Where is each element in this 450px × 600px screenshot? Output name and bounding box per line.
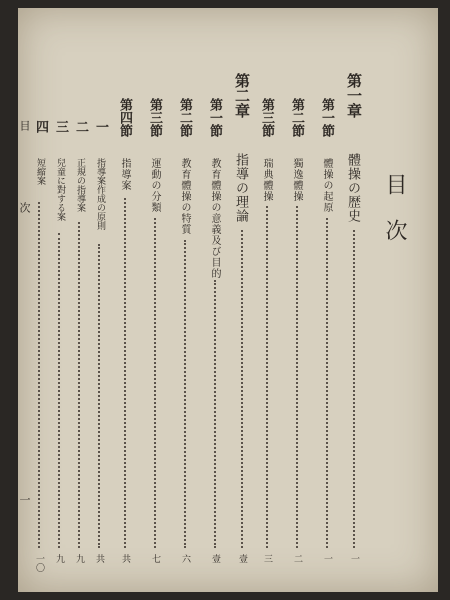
page-number: 一〇 — [34, 554, 44, 572]
leader-dots — [296, 206, 298, 548]
leader-dots — [353, 230, 355, 548]
section-title: 教育體操の特質 — [179, 158, 190, 235]
subsection-title: 兒童に對する案 — [55, 158, 65, 221]
section-title: 瑞典體操 — [261, 158, 272, 202]
subsection-label: 三 — [53, 120, 68, 133]
leader-dots — [326, 218, 328, 548]
page-number: 壹 — [210, 554, 220, 563]
page-number: 七 — [150, 554, 160, 563]
section-label: 第三節 — [259, 98, 274, 137]
page-number: 一 — [322, 554, 332, 563]
page-number: 二 — [292, 554, 302, 563]
section-label: 第二節 — [177, 98, 192, 137]
leader-dots — [98, 244, 100, 548]
subsection-title: 指導案作成の原則 — [95, 158, 105, 230]
page-number: 共 — [120, 554, 130, 563]
folio: 一 — [18, 494, 31, 505]
page-number: 六 — [180, 554, 190, 563]
chapter-label: 第一章 — [345, 73, 363, 118]
section-title: 獨逸體操 — [291, 158, 302, 202]
leader-dots — [124, 198, 126, 548]
leader-dots — [58, 233, 60, 548]
book-page — [18, 8, 438, 592]
page-number: 一 — [349, 554, 359, 563]
section-title: 指導案 — [119, 158, 130, 191]
leader-dots — [184, 240, 186, 548]
page-number: 九 — [74, 554, 84, 563]
page-number: 共 — [94, 554, 104, 563]
chapter-label: 第二章 — [233, 73, 251, 118]
section-label: 第一節 — [319, 98, 334, 137]
leader-dots — [38, 202, 40, 548]
page-number: 九 — [54, 554, 64, 563]
subsection-title: 短縮案 — [35, 158, 45, 185]
section-title: 運動の分類 — [149, 158, 160, 213]
page-title: 目次 — [382, 173, 407, 265]
running-head: 目 次 — [18, 120, 31, 243]
leader-dots — [78, 222, 80, 548]
section-title: 體操の起原 — [321, 158, 332, 213]
section-label: 第一節 — [207, 98, 222, 137]
section-label: 第二節 — [289, 98, 304, 137]
chapter-title: 指導の理論 — [233, 153, 248, 223]
leader-dots — [241, 230, 243, 548]
leader-dots — [266, 206, 268, 548]
leader-dots — [214, 280, 216, 548]
section-label: 第四節 — [117, 98, 132, 137]
subsection-title: 正規の指導案 — [75, 158, 85, 212]
section-label: 第三節 — [147, 98, 162, 137]
leader-dots — [154, 218, 156, 548]
section-title: 教育體操の意義及び目的 — [209, 158, 220, 279]
subsection-label: 一 — [93, 120, 108, 133]
chapter-title: 體操の歴史 — [345, 153, 360, 223]
subsection-label: 二 — [73, 120, 88, 133]
subsection-label: 四 — [33, 120, 48, 133]
page-number: 三 — [262, 554, 272, 563]
page-number: 壹 — [237, 554, 247, 563]
